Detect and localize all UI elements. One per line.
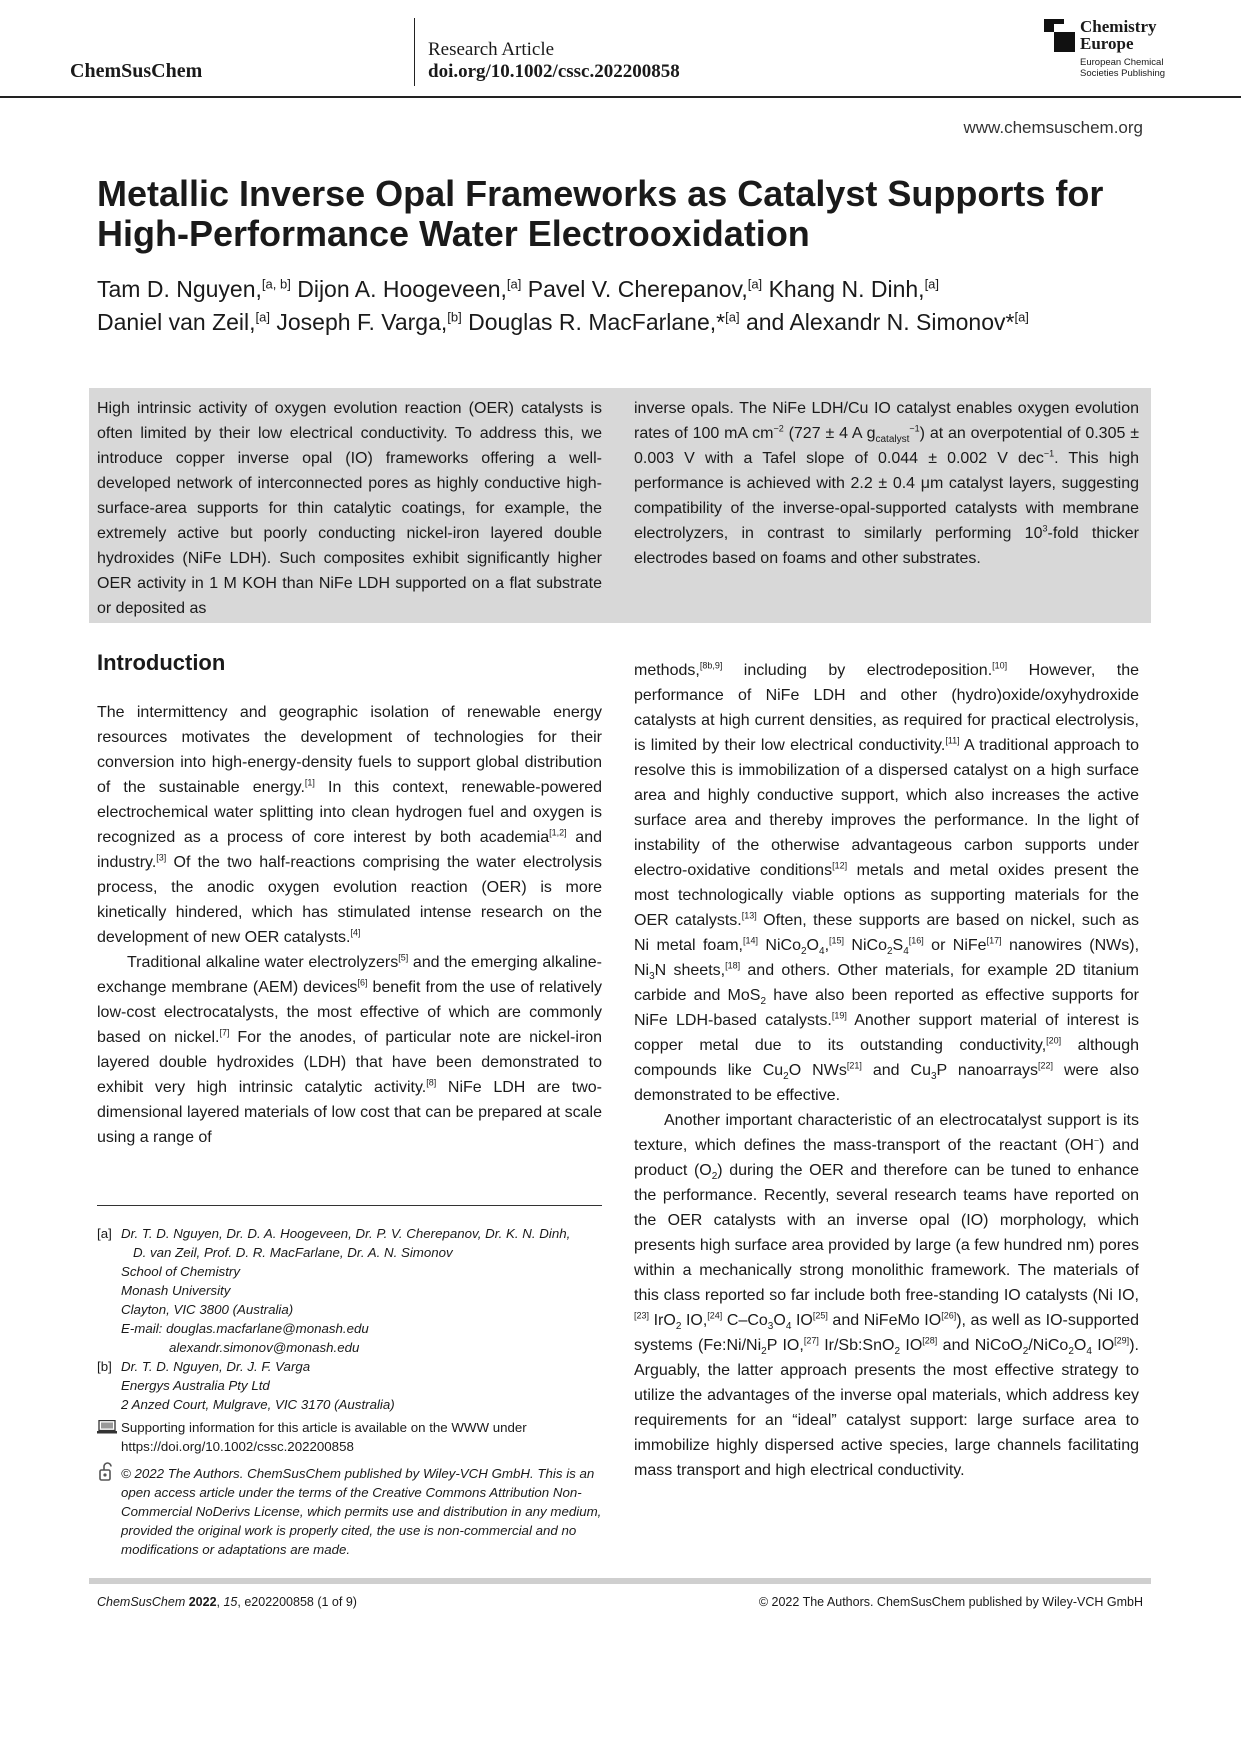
reference-link[interactable]: [6] xyxy=(357,977,368,988)
footnotes xyxy=(97,1224,602,1559)
reference-link[interactable]: [15] xyxy=(829,935,845,946)
logo-name-line2: Europe xyxy=(1080,34,1134,53)
header-divider xyxy=(414,18,415,86)
author: Daniel van Zeil,[a] xyxy=(97,309,270,335)
footer-rule xyxy=(89,1578,1151,1584)
email-link[interactable]: E-mail: douglas.macfarlane@monash.edu xyxy=(121,1321,369,1336)
footnote-rule xyxy=(97,1205,602,1206)
reference-link[interactable]: [3] xyxy=(156,852,167,863)
chemistry-europe-logo-icon xyxy=(1044,19,1075,52)
logo-name-line1: Chemistry xyxy=(1080,17,1157,36)
abstract-col-2: inverse opals. The NiFe LDH/Cu IO catalyst enables oxygen evolution rates of 100 mA $cm^{-2}$ (727 ± 4 A $g_{catalyst}^{-1}$) at an overpotential of 0.305 ± 0.003 V with a Tafel slope of 0.044 ± 0.002 V dec$^{-1}$. This high performance is achieved with 2.2 ± 0.4 μm catalyst layers, suggesting compatibility of the inverse-opal-supported catalysts with membrane electrolyzers, in contrast to similarly performing $10^3$-fold thicker electrodes based on foams and other substrates. xyxy=(634,400,1140,567)
doi-link[interactable]: doi.org/10.1002/cssc.202200858 xyxy=(428,61,680,82)
affiliation-line: Dr. T. D. Nguyen, Dr. D. A. Hoogeveen, Dr. P. V. Cherepanov, Dr. K. N. Dinh, xyxy=(121,1226,571,1241)
reference-link[interactable]: [19] xyxy=(831,1010,847,1021)
journal-name: ChemSusChem xyxy=(70,60,203,82)
reference-link[interactable]: [18] xyxy=(725,960,741,971)
affiliation-line: 2 Anzed Court, Mulgrave, VIC 3170 (Australia) xyxy=(121,1397,395,1412)
supporting-information-link[interactable]: Supporting information for this article is available on the WWW under https://doi.org/10.1002/cssc.202200858 xyxy=(121,1420,527,1454)
affiliation-line: Monash University xyxy=(121,1283,231,1298)
open-access-icon xyxy=(97,1462,117,1482)
reference-link[interactable]: [10] xyxy=(992,660,1008,671)
intro-paragraph-1: The intermittency and geographic isolation of renewable energy resources motivates the development of technologies for their conversion into high-energy-density fuels to support global distribution of the sustainable energy.[1] In this context, renewable-powered electrochemical water splitting into clean hydrogen fuel and oxygen is recognized as a process of core interest by both academia[1,2] and industry.[3] Of the two half-reactions comprising the water electrolysis process, the anodic oxygen evolution reaction (OER) is more kinetically hindered, which has stimulated intense research on the development of new OER catalysts.[4] xyxy=(97,704,603,946)
section-heading-introduction: Introduction xyxy=(97,650,226,675)
journal-website[interactable]: www.chemsuschem.org xyxy=(963,118,1143,137)
reference-link[interactable]: [20] xyxy=(1046,1035,1062,1046)
body-paragraph-3: methods,[8b,9] including by electrodeposition.[10] However, the performance of NiFe LDH and other (hydro)oxide/oxyhydroxide catalysts at high current densities, as required for practical electrolysis, is limited by their low electrical conductivity.[11] A traditional approach to resolve this is immobilization of a dispersed catalyst on a high surface area and highly conductive support, which also increases the active surface area and thereby improves the performance. In the light of instability of the otherwise advantageous carbon supports under electro-oxidative conditions[12] metals and metal oxides present the most technologically viable options as supporting materials for the OER catalysts.[13] Often, these supports are based on nickel, such as Ni metal foam,[14] $NiCo_2O_4,[15]$ $NiCo_2S_4[16]$ or NiFe[17] nanowires (NWs), $Ni_3N$ sheets,[18] and others. Other materials, for example 2D titanium carbide and MoS$_2$ have also been reported as effective supports for NiFe LDH-based catalysts.[19] Another support material of interest is copper metal due to its outstanding conductivity,[20] although compounds like $Cu_2O$ NWs[21] and $Cu_3P$ nanoarrays[22] were also demonstrated to be effective. xyxy=(634,660,1140,1104)
reference-link[interactable]: [8] xyxy=(426,1077,437,1088)
body-paragraph-4: Another important characteristic of an electrocatalyst support is its texture, which defines the mass-transport of the reactant (OH−) and product $(O_2)$ during the OER and therefore can be tuned to enhance the performance. Recently, several research teams have reported on the OER catalysts with an inverse opal (IO) morphology, which presents high surface area provided by large (a few hundred nm) pores within a mechanically strong monolithic framework. The materials of this class reported so far include both free-standing IO catalysts (Ni IO,[23] IrO$_2$ IO,[24] $C-Co_3O_4$ IO[25] and NiFeMo IO[26]), as well as IO-supported systems ($Fe:Ni/Ni_2P$ IO,[27] Ir/Sb:SnO$_2$ IO[28] and $NiCoO_2/NiCo_2O_4$ IO[29]). Arguably, the latter approach presents the most effective strategy to utilize the advantages of the inverse opal materials, which address key requirements for an “ideal” catalyst support: large surface area to immobilize highly dispersed active species, large channels facilitating mass transport and high electrical conductivity. xyxy=(634,1112,1140,1479)
reference-link[interactable]: [7] xyxy=(219,1027,230,1038)
reference-link[interactable]: [25] xyxy=(812,1310,828,1321)
reference-link[interactable]: [12] xyxy=(832,860,848,871)
affiliation-line: Energys Australia Pty Ltd xyxy=(121,1378,270,1393)
reference-link[interactable]: [13] xyxy=(741,910,757,921)
article-type: Research Article xyxy=(428,39,555,60)
body-column-left xyxy=(97,648,602,1150)
supporting-information-note xyxy=(97,1418,602,1456)
author-list xyxy=(97,273,1157,339)
reference-link[interactable]: [16] xyxy=(908,935,924,946)
license-text: © 2022 The Authors. ChemSusChem published by Wiley-VCH GmbH. This is an open access article under the terms of the Creative Commons Attribution Non-Commercial NoDerivs License, which permits use and distribution in any medium, provided the original work is properly cited, the use is non-commercial and no modifications or adaptations are made. xyxy=(121,1466,602,1557)
reference-link[interactable]: [26] xyxy=(941,1310,957,1321)
author: Pavel V. Cherepanov,[a] xyxy=(527,276,763,302)
affiliation-line: Clayton, VIC 3800 (Australia) xyxy=(121,1302,294,1317)
affiliation-line: School of Chemistry xyxy=(121,1264,240,1279)
reference-link[interactable]: [5] xyxy=(398,952,409,963)
reference-link[interactable]: [21] xyxy=(846,1060,862,1071)
reference-link[interactable]: [24] xyxy=(707,1310,723,1321)
affiliation-b xyxy=(97,1357,602,1414)
reference-link[interactable]: [14] xyxy=(743,935,759,946)
reference-link[interactable]: [17] xyxy=(986,935,1002,946)
author: Douglas R. MacFarlane,*[a] xyxy=(468,309,740,335)
reference-link[interactable]: [22] xyxy=(1037,1060,1053,1071)
logo-subtitle xyxy=(1080,58,1165,79)
logo-name xyxy=(1080,18,1156,52)
author: Khang N. Dinh,[a] xyxy=(768,276,940,302)
computer-icon xyxy=(97,1420,117,1434)
affiliation-line: Dr. T. D. Nguyen, Dr. J. F. Varga xyxy=(121,1359,311,1374)
open-access-note xyxy=(97,1464,602,1559)
reference-link[interactable]: [23] xyxy=(634,1310,650,1321)
intro-paragraph-2: Traditional alkaline water electrolyzers[5] and the emerging alkaline-exchange membrane (AEM) devices[6] benefit from the use of relatively low-cost electrocatalysts, the most effective of which are commonly based on nickel.[7] For the anodes, of particular note are nickel-iron layered double hydroxides (LDH) that have been demonstrated to exhibit very high intrinsic catalytic activity.[8] NiFe LDH are two-dimensional layered materials of low cost that can be prepared at scale using a range of xyxy=(97,952,603,1146)
abstract-box xyxy=(89,388,1151,623)
reference-link[interactable]: [8b,9] xyxy=(699,660,723,671)
reference-link[interactable]: [27] xyxy=(803,1335,819,1346)
author: and Alexandr N. Simonov*[a] xyxy=(745,309,1029,335)
reference-link[interactable]: [1] xyxy=(304,777,315,788)
footer-copyright: © 2022 The Authors. ChemSusChem published by Wiley-VCH GmbH xyxy=(758,1595,1143,1609)
footer-citation: ChemSusChem 2022, 15, e202200858 (1 of 9) xyxy=(97,1595,357,1609)
reference-link[interactable]: [4] xyxy=(350,927,361,938)
article-title: Metallic Inverse Opal Frameworks as Catalyst Supports for High-Performance Water Electrooxidation xyxy=(97,173,1104,254)
email-link[interactable]: alexandr.simonov@monash.edu xyxy=(169,1340,360,1355)
logo-sub-line1: European Chemical xyxy=(1080,57,1164,68)
affiliation-line: D. van Zeil, Prof. D. R. MacFarlane, Dr. A. N. Simonov xyxy=(133,1245,453,1260)
reference-link[interactable]: [29] xyxy=(1114,1335,1130,1346)
author: Joseph F. Varga,[b] xyxy=(276,309,462,335)
header-rule xyxy=(0,96,1241,98)
reference-link[interactable]: [1,2] xyxy=(549,827,567,838)
affiliation-label: [b] xyxy=(97,1359,112,1374)
logo-sub-line2: Societies Publishing xyxy=(1080,67,1166,79)
author: Tam D. Nguyen,[a, b] xyxy=(97,276,291,302)
affiliation-a xyxy=(97,1224,602,1357)
body-column-right xyxy=(634,658,1139,1483)
abstract-col-1: High intrinsic activity of oxygen evolution reaction (OER) catalysts is often limited by their low electrical conductivity. To address this, we introduce copper inverse opal (IO) frameworks offering a well-developed network of interconnected pores as highly conductive high-surface-area supports for thin catalytic coatings, for example, the extremely active but poorly conducting nickel-iron layered double hydroxides (NiFe LDH). Such composites exhibit significantly higher OER activity in 1 M KOH than NiFe LDH supported on a flat substrate or deposited as xyxy=(97,400,602,617)
reference-link[interactable]: [28] xyxy=(922,1335,938,1346)
author: Dijon A. Hoogeveen,[a] xyxy=(297,276,522,302)
affiliation-label: [a] xyxy=(97,1226,112,1241)
reference-link[interactable]: [11] xyxy=(945,735,960,746)
